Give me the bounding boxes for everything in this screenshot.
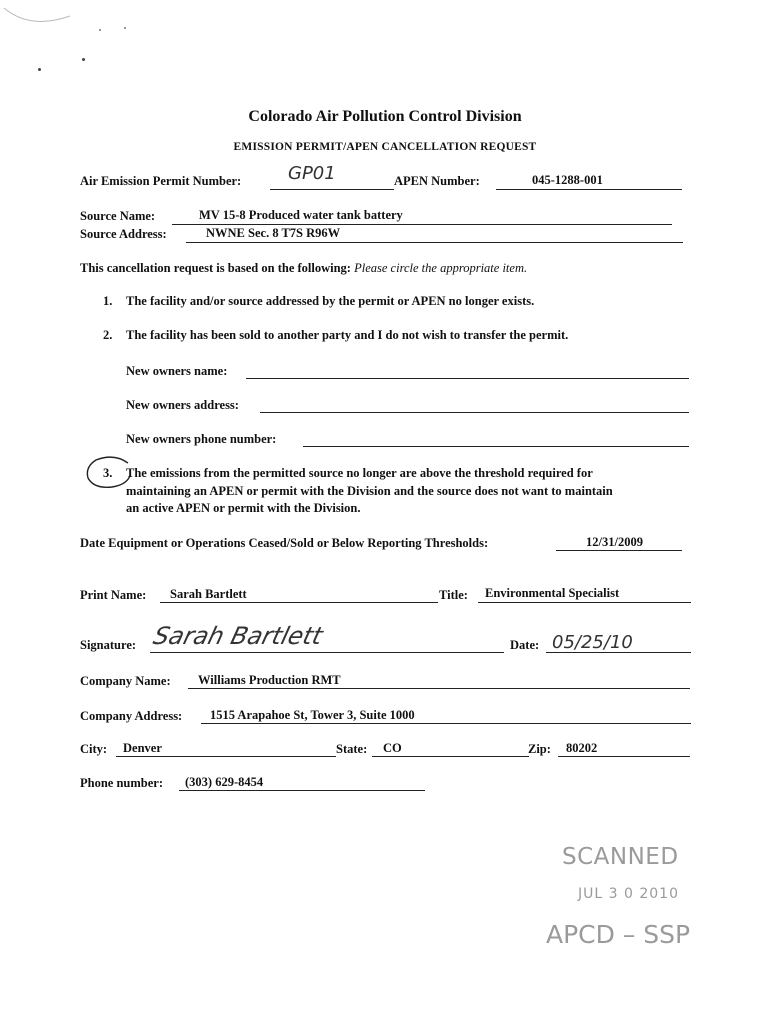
company-address-value[interactable]: 1515 Arapahoe St, Tower 3, Suite 1000 <box>210 708 415 722</box>
permit-number-line <box>270 189 394 190</box>
scan-speck <box>82 58 85 61</box>
company-name-line <box>188 688 690 689</box>
ceased-date-line <box>556 550 682 551</box>
date-value[interactable]: 05/25/10 <box>552 632 633 653</box>
city-value[interactable]: Denver <box>123 741 162 755</box>
state-line <box>372 756 529 757</box>
scan-speck <box>38 68 41 71</box>
new-owner-address-field[interactable] <box>260 412 689 413</box>
new-owner-name-label: New owners name: <box>126 364 228 378</box>
source-name-label: Source Name: <box>80 209 156 223</box>
signature-line <box>150 652 504 653</box>
reason-3-line-2: maintaining an APEN or permit with the Division and the source does not want to maintain <box>126 484 613 498</box>
city-line <box>116 756 336 757</box>
print-name-label: Print Name: <box>80 588 147 602</box>
source-name-line <box>172 224 672 225</box>
reason-3-line-1: The emissions from the permitted source no longer are above the threshold required for <box>126 466 593 480</box>
reason-2-text: The facility has been sold to another party and I do not wish to transfer the permit. <box>126 328 569 342</box>
reason-intro <box>80 261 527 276</box>
signature-label: Signature: <box>80 638 137 652</box>
phone-label: Phone number: <box>80 776 163 790</box>
reason-1-number[interactable]: 1. <box>103 294 113 308</box>
source-address-value[interactable]: NWNE Sec. 8 T7S R96W <box>206 226 341 240</box>
apen-number-line <box>496 189 682 190</box>
ceased-date-label: Date Equipment or Operations Ceased/Sold or Below Reporting Thresholds: <box>80 536 489 550</box>
reason-instruction: Please circle the appropriate item. <box>354 261 528 275</box>
document-subtitle: EMISSION PERMIT/APEN CANCELLATION REQUEST <box>233 141 537 153</box>
print-name-value[interactable]: Sarah Bartlett <box>170 587 247 601</box>
apen-number-label: APEN Number: <box>394 174 480 188</box>
signature-value[interactable]: Sarah Bartlett <box>150 622 326 650</box>
phone-value[interactable]: (303) 629-8454 <box>185 775 264 789</box>
reason-1-text: The facility and/or source addressed by the permit or APEN no longer exists. <box>126 294 535 308</box>
source-name-value[interactable]: MV 15-8 Produced water tank battery <box>199 208 403 222</box>
scanned-stamp: SCANNED <box>562 844 679 870</box>
reason-3-number[interactable]: 3. <box>103 466 113 480</box>
title-line <box>478 602 691 603</box>
company-address-label: Company Address: <box>80 709 183 723</box>
company-name-label: Company Name: <box>80 674 171 688</box>
scan-artifact <box>0 0 150 40</box>
state-value[interactable]: CO <box>383 741 402 755</box>
state-label: State: <box>336 742 368 756</box>
reason-3-line-3: an active APEN or permit with the Division. <box>126 501 361 515</box>
reason-2-number[interactable]: 2. <box>103 328 113 342</box>
source-address-line <box>186 242 683 243</box>
document-title: Colorado Air Pollution Control Division <box>248 108 522 125</box>
print-name-line <box>160 602 438 603</box>
new-owner-phone-field[interactable] <box>303 446 689 447</box>
title-value[interactable]: Environmental Specialist <box>485 586 620 600</box>
company-address-line <box>201 723 691 724</box>
permit-number-value[interactable]: GP01 <box>288 163 336 184</box>
city-label: City: <box>80 742 108 756</box>
ceased-date-value[interactable]: 12/31/2009 <box>586 535 643 549</box>
date-label: Date: <box>510 638 540 652</box>
zip-line <box>558 756 690 757</box>
company-name-value[interactable]: Williams Production RMT <box>198 673 341 687</box>
phone-line <box>179 790 425 791</box>
zip-label: Zip: <box>528 742 551 756</box>
stamp-date: JUL 3 0 2010 <box>578 886 679 902</box>
zip-value[interactable]: 80202 <box>566 741 598 755</box>
apen-number-value[interactable]: 045-1288-001 <box>532 173 603 187</box>
source-address-label: Source Address: <box>80 227 167 241</box>
apcd-ssp-stamp: APCD – SSP <box>546 920 691 949</box>
permit-number-label: Air Emission Permit Number: <box>80 174 242 188</box>
new-owner-name-field[interactable] <box>246 378 689 379</box>
new-owner-phone-label: New owners phone number: <box>126 432 277 446</box>
new-owner-address-label: New owners address: <box>126 398 239 412</box>
reason-intro-text: This cancellation request is based on the following: <box>80 261 351 275</box>
title-label: Title: <box>439 588 468 602</box>
